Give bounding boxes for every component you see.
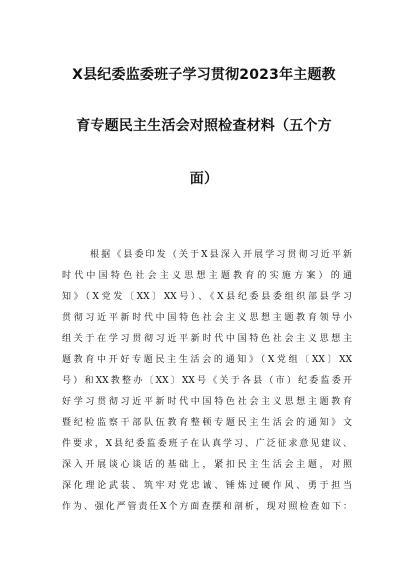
body-paragraph-line-8: 好学习贯彻习近平新时代中国特色社会主义思想主题教育 bbox=[62, 397, 352, 407]
body-paragraph-line-13: 作为、强化严管责任X个方面查摆和剖析，现对照检查如下： bbox=[62, 502, 352, 512]
body-paragraph-line-2: 时代中国特色社会主义思想主题教育的实施方案）的通 bbox=[62, 271, 352, 281]
body-paragraph-line-4: 贯彻习近平新时代中国特色社会主义思想主题教育领导小 bbox=[62, 313, 352, 323]
body-paragraph-line-3: 知》（X党发〔XX〕XX号）、《X县纪委县委组织部县学习 bbox=[62, 292, 352, 302]
body-paragraph-line-7: 号）和XX教整办〔XX〕XX号《关于各县（市）纪委监委开 bbox=[62, 376, 352, 386]
body-paragraph-line-6: 题教育中开好专题民主生活会的通知》（X党组〔XX〕XX bbox=[62, 355, 352, 365]
body-paragraph-line-1: 根据《县委印发（关于X县深入开展学习贯彻习近平新 bbox=[90, 250, 352, 260]
body-paragraph-line-9: 暨纪检监察干部队伍教育整顿专题民主生活会的通知》文 bbox=[62, 418, 352, 428]
body-paragraph-line-5: 组关于在学习贯彻习近平新时代中国特色社会主义思想主 bbox=[62, 334, 352, 344]
document-title-line-3: 面） bbox=[189, 171, 219, 187]
body-paragraph-line-12: 深化理论武装、筑牢对党忠诚、锤炼过硬作风、勇于担当 bbox=[62, 481, 352, 491]
body-paragraph-line-10: 件要求，X县纪委监委班子在认真学习、广泛征求意见建议、 bbox=[62, 439, 352, 449]
document-title-line-1: X县纪委监委班子学习贯彻2023年主题教 bbox=[72, 67, 336, 83]
document-title-line-2: 育专题民主生活会对照检查材料（五个方 bbox=[76, 118, 332, 134]
body-paragraph-line-11: 深入开展谈心谈话的基础上，紧扣民主生活会主题，对照 bbox=[62, 460, 352, 470]
